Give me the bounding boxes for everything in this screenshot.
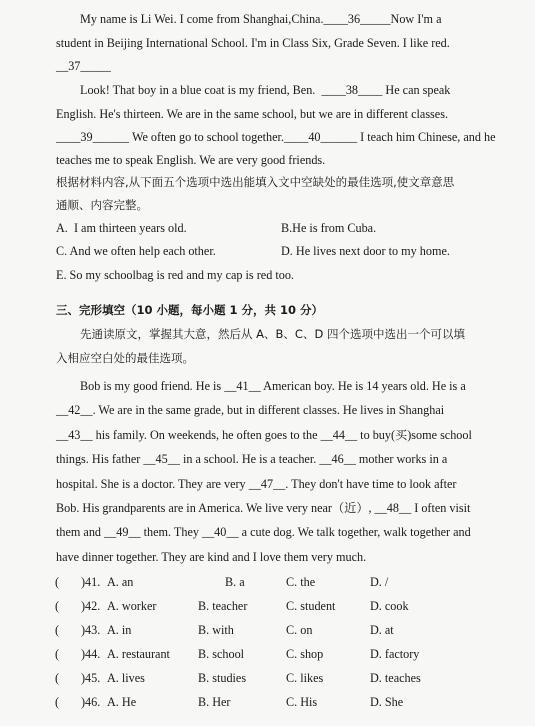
question-row: [55, 670, 515, 686]
choice-b: B. with: [198, 623, 234, 637]
question-number: )44.: [81, 647, 101, 661]
question-number: )45.: [81, 671, 101, 685]
choice-a: A. in: [107, 623, 132, 637]
answer-paren: (: [55, 623, 60, 637]
answer-paren: (: [55, 647, 60, 661]
passage1-line-6: ____39______ We often go to school together.____40______ I teach him Chinese, and he: [56, 130, 496, 144]
question-row: [55, 598, 515, 614]
choice-b: B. a: [225, 575, 245, 589]
choice-d: D. She: [370, 695, 404, 709]
choice-a: A. restaurant: [107, 647, 170, 661]
option-c: C. And we often help each other.: [56, 244, 216, 258]
answer-paren: (: [55, 671, 60, 685]
choice-c: C. the: [286, 575, 316, 589]
section3-heading: 三、完形填空（10 小题，每小题 1 分，共 10 分）: [56, 303, 324, 317]
section3-instruction-line-1: 先通读原文，掌握其大意，然后从 A、B、C、D 四个选项中选出一个可以填: [80, 327, 465, 341]
passage2: Bob is my good friend. He is __41__ American boy. He is 14 years old. He is a __42__. We are in the same grade, but in different classes. He lives in Shanghai __43__ his family. On weekends, he often goes to the __44__ to buy(买)some school things. His father __45__ in a school. He is a teacher. __46__ mother works in a hospital. She is a doctor. They are very __47__. They don't have time to look after Bob. His grandparents are in America. We live very near（近）, __48__ I often visit them and __49__ them. They __40__ a cute dog. We talk together, walk together and have dinner together. They are kind and I love them very much.: [56, 379, 472, 564]
answer-paren: (: [55, 599, 60, 613]
passage1-line-1: My name is Li Wei. I come from Shanghai,China.____36_____Now I'm a: [80, 12, 442, 26]
option-a: A. I am thirteen years old.: [56, 221, 187, 235]
choice-b: B. school: [198, 647, 245, 661]
choice-b: B. teacher: [198, 599, 248, 613]
passage1-line-3: __37_____: [56, 59, 111, 73]
choice-d: D. factory: [370, 647, 420, 661]
choice-b: B. studies: [198, 671, 247, 685]
answer-paren: (: [55, 575, 60, 589]
choice-c: C. student: [286, 599, 336, 613]
question-row: [55, 694, 515, 710]
passage1-line-7: teaches me to speak English. We are very good friends.: [56, 153, 326, 167]
question-number: )46.: [81, 695, 101, 709]
choice-a: A. lives: [107, 671, 145, 685]
instruction1-line-1: 根据材料内容,从下面五个选项中选出能填入文中空缺处的最佳选项,使文章意思: [56, 175, 455, 189]
option-b: B.He is from Cuba.: [281, 221, 377, 235]
choice-a: A. He: [107, 695, 137, 709]
question-row: [55, 622, 515, 638]
choice-d: D. at: [370, 623, 394, 637]
choice-b: B. Her: [198, 695, 231, 709]
choice-c: C. His: [286, 695, 318, 709]
passage1-line-2: student in Beijing International School. I'm in Class Six, Grade Seven. I like red.: [56, 36, 450, 50]
passage1-line-4: Look! That boy in a blue coat is my friend, Ben. ____38____ He can speak: [80, 83, 451, 97]
choice-d: D. teaches: [370, 671, 421, 685]
choice-c: C. likes: [286, 671, 324, 685]
option-d: D. He lives next door to my home.: [281, 244, 450, 258]
question-row: [55, 574, 515, 590]
choice-a: A. an: [107, 575, 134, 589]
option-e: E. So my schoolbag is red and my cap is red too.: [56, 268, 294, 282]
choice-c: C. shop: [286, 647, 324, 661]
question-number: )43.: [81, 623, 101, 637]
choice-a: A. worker: [107, 599, 157, 613]
passage1-line-5: English. He's thirteen. We are in the same school, but we are in different classes.: [56, 107, 448, 121]
choice-c: C. on: [286, 623, 313, 637]
instruction1-line-2: 通顺、内容完整。: [56, 198, 148, 212]
question-row: [55, 646, 515, 662]
question-number: )41.: [81, 575, 101, 589]
choice-d: D. /: [370, 575, 389, 589]
choice-d: D. cook: [370, 599, 409, 613]
question-number: )42.: [81, 599, 101, 613]
answer-paren: (: [55, 695, 60, 709]
section3-instruction-line-2: 入相应空白处的最佳选项。: [56, 351, 194, 365]
